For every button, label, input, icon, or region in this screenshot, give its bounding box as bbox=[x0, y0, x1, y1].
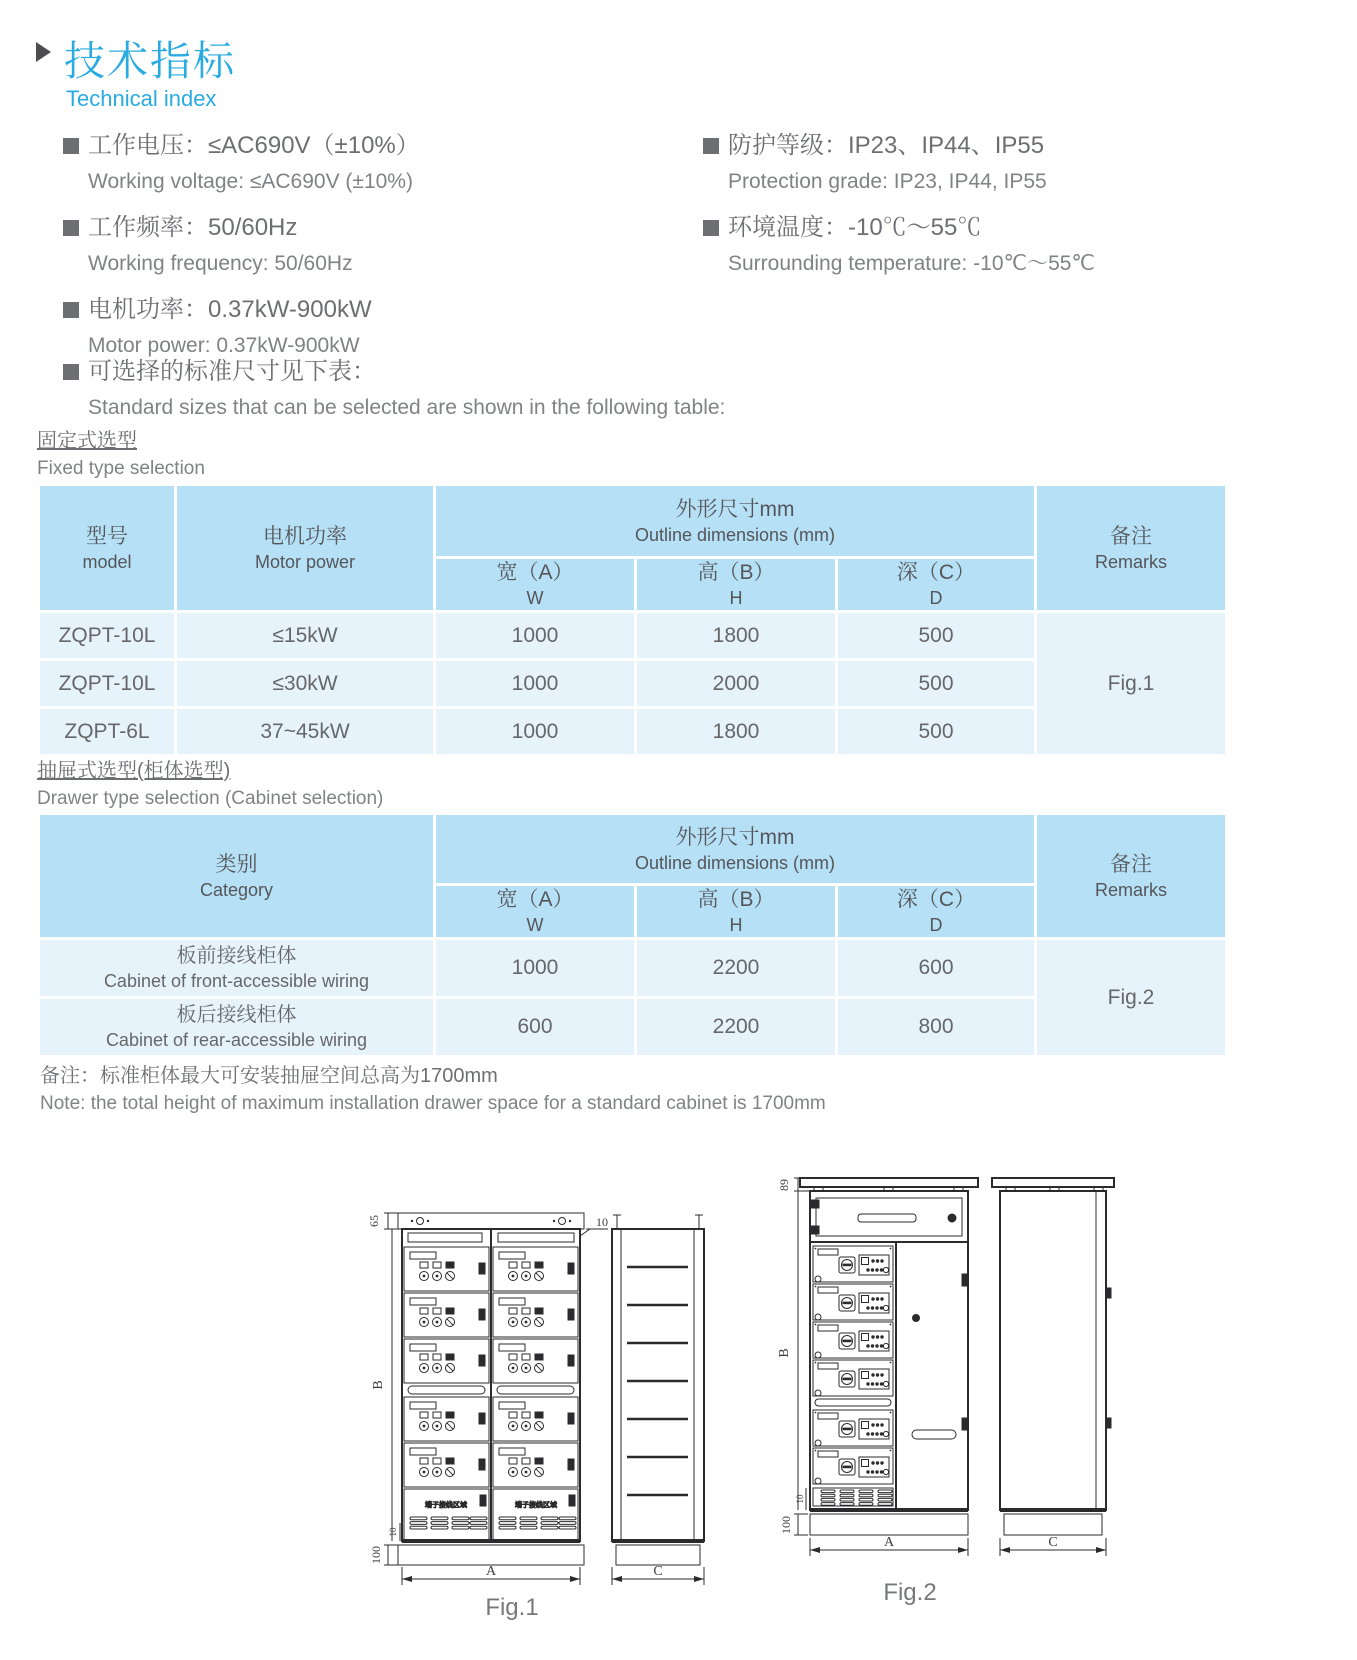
spec-cn: 电机功率：0.37kW-900kW bbox=[88, 296, 372, 323]
th-motor-power bbox=[177, 486, 433, 610]
cell-height: 1800 bbox=[637, 613, 835, 658]
spec-item-protection-grade bbox=[703, 127, 1323, 200]
th-remarks-en: Remarks bbox=[1094, 551, 1167, 572]
footnote bbox=[40, 1062, 826, 1118]
fixed-type-section-label bbox=[37, 427, 205, 483]
th-category bbox=[40, 815, 433, 937]
th-depth bbox=[838, 886, 1034, 937]
th-width-cn: 宽（A） bbox=[496, 561, 574, 584]
spec-en: Standard sizes that can be selected are shown in the following table: bbox=[88, 396, 726, 419]
th-width-cn: 宽（A） bbox=[496, 888, 574, 911]
th-outline-cn: 外形尺寸mm bbox=[675, 497, 795, 521]
th-power-en: Motor power bbox=[254, 551, 356, 572]
spec-en: Surrounding temperature: -10℃～55℃ bbox=[728, 252, 1096, 275]
cell-width: 1000 bbox=[436, 709, 634, 754]
cell-power: ≤30kW bbox=[177, 661, 433, 706]
th-model-cn: 型号 bbox=[86, 524, 128, 548]
cell-width: 1000 bbox=[436, 661, 634, 706]
cell-power: 37~45kW bbox=[177, 709, 433, 754]
table-row bbox=[40, 613, 1225, 658]
fig2-drawing bbox=[720, 1168, 1120, 1628]
th-width-en: W bbox=[526, 588, 544, 608]
spec-cn: 工作频率：50/60Hz bbox=[88, 214, 298, 241]
fig2-dim-top: 89 bbox=[777, 1179, 791, 1191]
cell-depth: 500 bbox=[838, 709, 1034, 754]
th-depth-en: D bbox=[929, 588, 943, 608]
cell-remark-fig2: Fig.2 bbox=[1037, 940, 1225, 1055]
th-outline-en: Outline dimensions (mm) bbox=[634, 524, 836, 545]
cell-remark-fig1: Fig.1 bbox=[1037, 613, 1225, 754]
fig2-front-view bbox=[800, 1178, 978, 1535]
fig1-dim-depth: C bbox=[653, 1564, 663, 1579]
cell-power: ≤15kW bbox=[177, 613, 433, 658]
th-outline-cn: 外形尺寸mm bbox=[675, 825, 795, 849]
square-bullet-icon bbox=[703, 138, 719, 154]
spec-item-working-frequency bbox=[63, 209, 683, 282]
section-label-en: Drawer type selection (Cabinet selection) bbox=[37, 788, 384, 809]
fig1-dim-width: A bbox=[485, 1564, 497, 1579]
section-label-cn: 抽屉式选型(柜体选型) bbox=[37, 760, 231, 782]
fig1-dim-top-right: 10 bbox=[596, 1215, 608, 1229]
th-category-cn: 类别 bbox=[215, 852, 258, 876]
cell-height: 2200 bbox=[637, 999, 835, 1055]
spec-en: Working frequency: 50/60Hz bbox=[88, 252, 353, 275]
cell-model: ZQPT-10L bbox=[40, 613, 174, 658]
spec-cn: 环境温度：-10℃～55℃ bbox=[728, 214, 982, 241]
fig2-caption: Fig.2 bbox=[883, 1579, 937, 1606]
cell-width: 1000 bbox=[436, 613, 634, 658]
th-category-en: Category bbox=[199, 879, 274, 900]
th-height bbox=[637, 559, 835, 610]
th-height-cn: 高（B） bbox=[697, 561, 775, 584]
square-bullet-icon bbox=[63, 138, 79, 154]
square-bullet-icon bbox=[63, 220, 79, 236]
fig1-drawing bbox=[340, 1205, 720, 1645]
th-remarks-en: Remarks bbox=[1094, 879, 1167, 900]
fig2-side-view bbox=[992, 1178, 1114, 1535]
th-width bbox=[436, 886, 634, 937]
cell-height: 1800 bbox=[637, 709, 835, 754]
page-title-en: Technical index bbox=[66, 86, 217, 111]
th-model-en: model bbox=[82, 551, 132, 572]
cell-model: ZQPT-10L bbox=[40, 661, 174, 706]
page-title-cn: 技术指标 bbox=[64, 38, 236, 84]
fig2-dim-width: A bbox=[883, 1535, 895, 1550]
th-width bbox=[436, 559, 634, 610]
section-label-en: Fixed type selection bbox=[37, 458, 205, 479]
table-row bbox=[40, 940, 1225, 996]
fig2-dim-vent-gap: 10 bbox=[795, 1494, 805, 1504]
cell-width: 1000 bbox=[436, 940, 634, 996]
th-depth-cn: 深（C） bbox=[896, 561, 976, 584]
spec-en: Working voltage: ≤AC690V (±10%) bbox=[88, 170, 413, 193]
th-remarks-cn: 备注 bbox=[1110, 852, 1152, 876]
fig1-dim-base: 100 bbox=[369, 1546, 383, 1564]
th-width-en: W bbox=[526, 915, 544, 935]
specs-left-column bbox=[63, 127, 683, 373]
footnote-en: Note: the total height of maximum installation drawer space for a standard cabinet is 1700mm bbox=[40, 1093, 826, 1114]
cell-model: ZQPT-6L bbox=[40, 709, 174, 754]
th-height-en: H bbox=[729, 588, 743, 608]
cell-depth: 500 bbox=[838, 613, 1034, 658]
fig1-caption: Fig.1 bbox=[485, 1594, 539, 1621]
spec-item-surrounding-temperature bbox=[703, 209, 1323, 282]
fig1-dim-top: 65 bbox=[367, 1215, 381, 1227]
section-arrow-icon bbox=[36, 42, 51, 62]
th-outline-dimensions bbox=[436, 815, 1034, 883]
th-remarks-cn: 备注 bbox=[1110, 524, 1152, 548]
spec-cn: 可选择的标准尺寸见下表： bbox=[88, 358, 376, 385]
spec-en: Protection grade: IP23, IP44, IP55 bbox=[728, 170, 1047, 193]
th-depth-en: D bbox=[929, 915, 943, 935]
th-depth bbox=[838, 559, 1034, 610]
fig1-terminal-label: 端子接线区域 bbox=[515, 1502, 557, 1509]
spec-cn: 防护等级：IP23、IP44、IP55 bbox=[728, 132, 1045, 159]
fig1-terminal-label: 端子接线区域 bbox=[425, 1502, 467, 1509]
cell-category-en: Cabinet of front-accessible wiring bbox=[103, 971, 370, 991]
th-power-cn: 电机功率 bbox=[263, 524, 347, 548]
fig2-dim-depth: C bbox=[1048, 1535, 1058, 1550]
th-remarks bbox=[1037, 486, 1225, 610]
cell-depth: 500 bbox=[838, 661, 1034, 706]
th-remarks bbox=[1037, 815, 1225, 937]
fixed-type-table bbox=[37, 483, 1228, 757]
cell-category bbox=[40, 999, 433, 1055]
fig2-dimensions bbox=[777, 1178, 1106, 1556]
standard-sizes-note bbox=[63, 353, 823, 435]
cell-depth: 600 bbox=[838, 940, 1034, 996]
square-bullet-icon bbox=[63, 364, 79, 380]
spec-en: Motor power: 0.37kW-900kW bbox=[88, 334, 360, 357]
cell-category bbox=[40, 940, 433, 996]
th-outline-dimensions bbox=[436, 486, 1034, 556]
spec-cn: 工作电压：≤AC690V（±10%） bbox=[88, 132, 420, 159]
drawer-type-section-label bbox=[37, 757, 383, 813]
section-label-cn: 固定式选型 bbox=[37, 430, 137, 452]
fig1-side-view bbox=[612, 1215, 704, 1565]
fig1-dim-height: B bbox=[371, 1380, 386, 1390]
fig1-front-view bbox=[398, 1213, 584, 1565]
drawer-type-table bbox=[37, 812, 1228, 1058]
th-depth-cn: 深（C） bbox=[896, 888, 976, 911]
square-bullet-icon bbox=[703, 220, 719, 236]
spec-item-standard-sizes bbox=[63, 353, 823, 426]
fig1-dim-vent-gap: 10 bbox=[388, 1527, 398, 1537]
cell-width: 600 bbox=[436, 999, 634, 1055]
fig2-dim-base: 100 bbox=[779, 1516, 793, 1534]
th-height-cn: 高（B） bbox=[697, 888, 775, 911]
fig2-dim-height: B bbox=[777, 1348, 792, 1358]
spec-item-working-voltage bbox=[63, 127, 683, 200]
footnote-cn: 备注：标准柜体最大可安装抽屉空间总高为1700mm bbox=[40, 1065, 498, 1087]
square-bullet-icon bbox=[63, 302, 79, 318]
cell-category-cn: 板后接线柜体 bbox=[176, 1004, 297, 1026]
specs-right-column bbox=[703, 127, 1323, 291]
th-height-en: H bbox=[729, 915, 743, 935]
th-height bbox=[637, 886, 835, 937]
cell-height: 2000 bbox=[637, 661, 835, 706]
th-outline-en: Outline dimensions (mm) bbox=[634, 852, 836, 873]
cell-category-cn: 板前接线柜体 bbox=[176, 945, 297, 967]
cell-category-en: Cabinet of rear-accessible wiring bbox=[105, 1030, 368, 1050]
cell-depth: 800 bbox=[838, 999, 1034, 1055]
cell-height: 2200 bbox=[637, 940, 835, 996]
th-model bbox=[40, 486, 174, 610]
